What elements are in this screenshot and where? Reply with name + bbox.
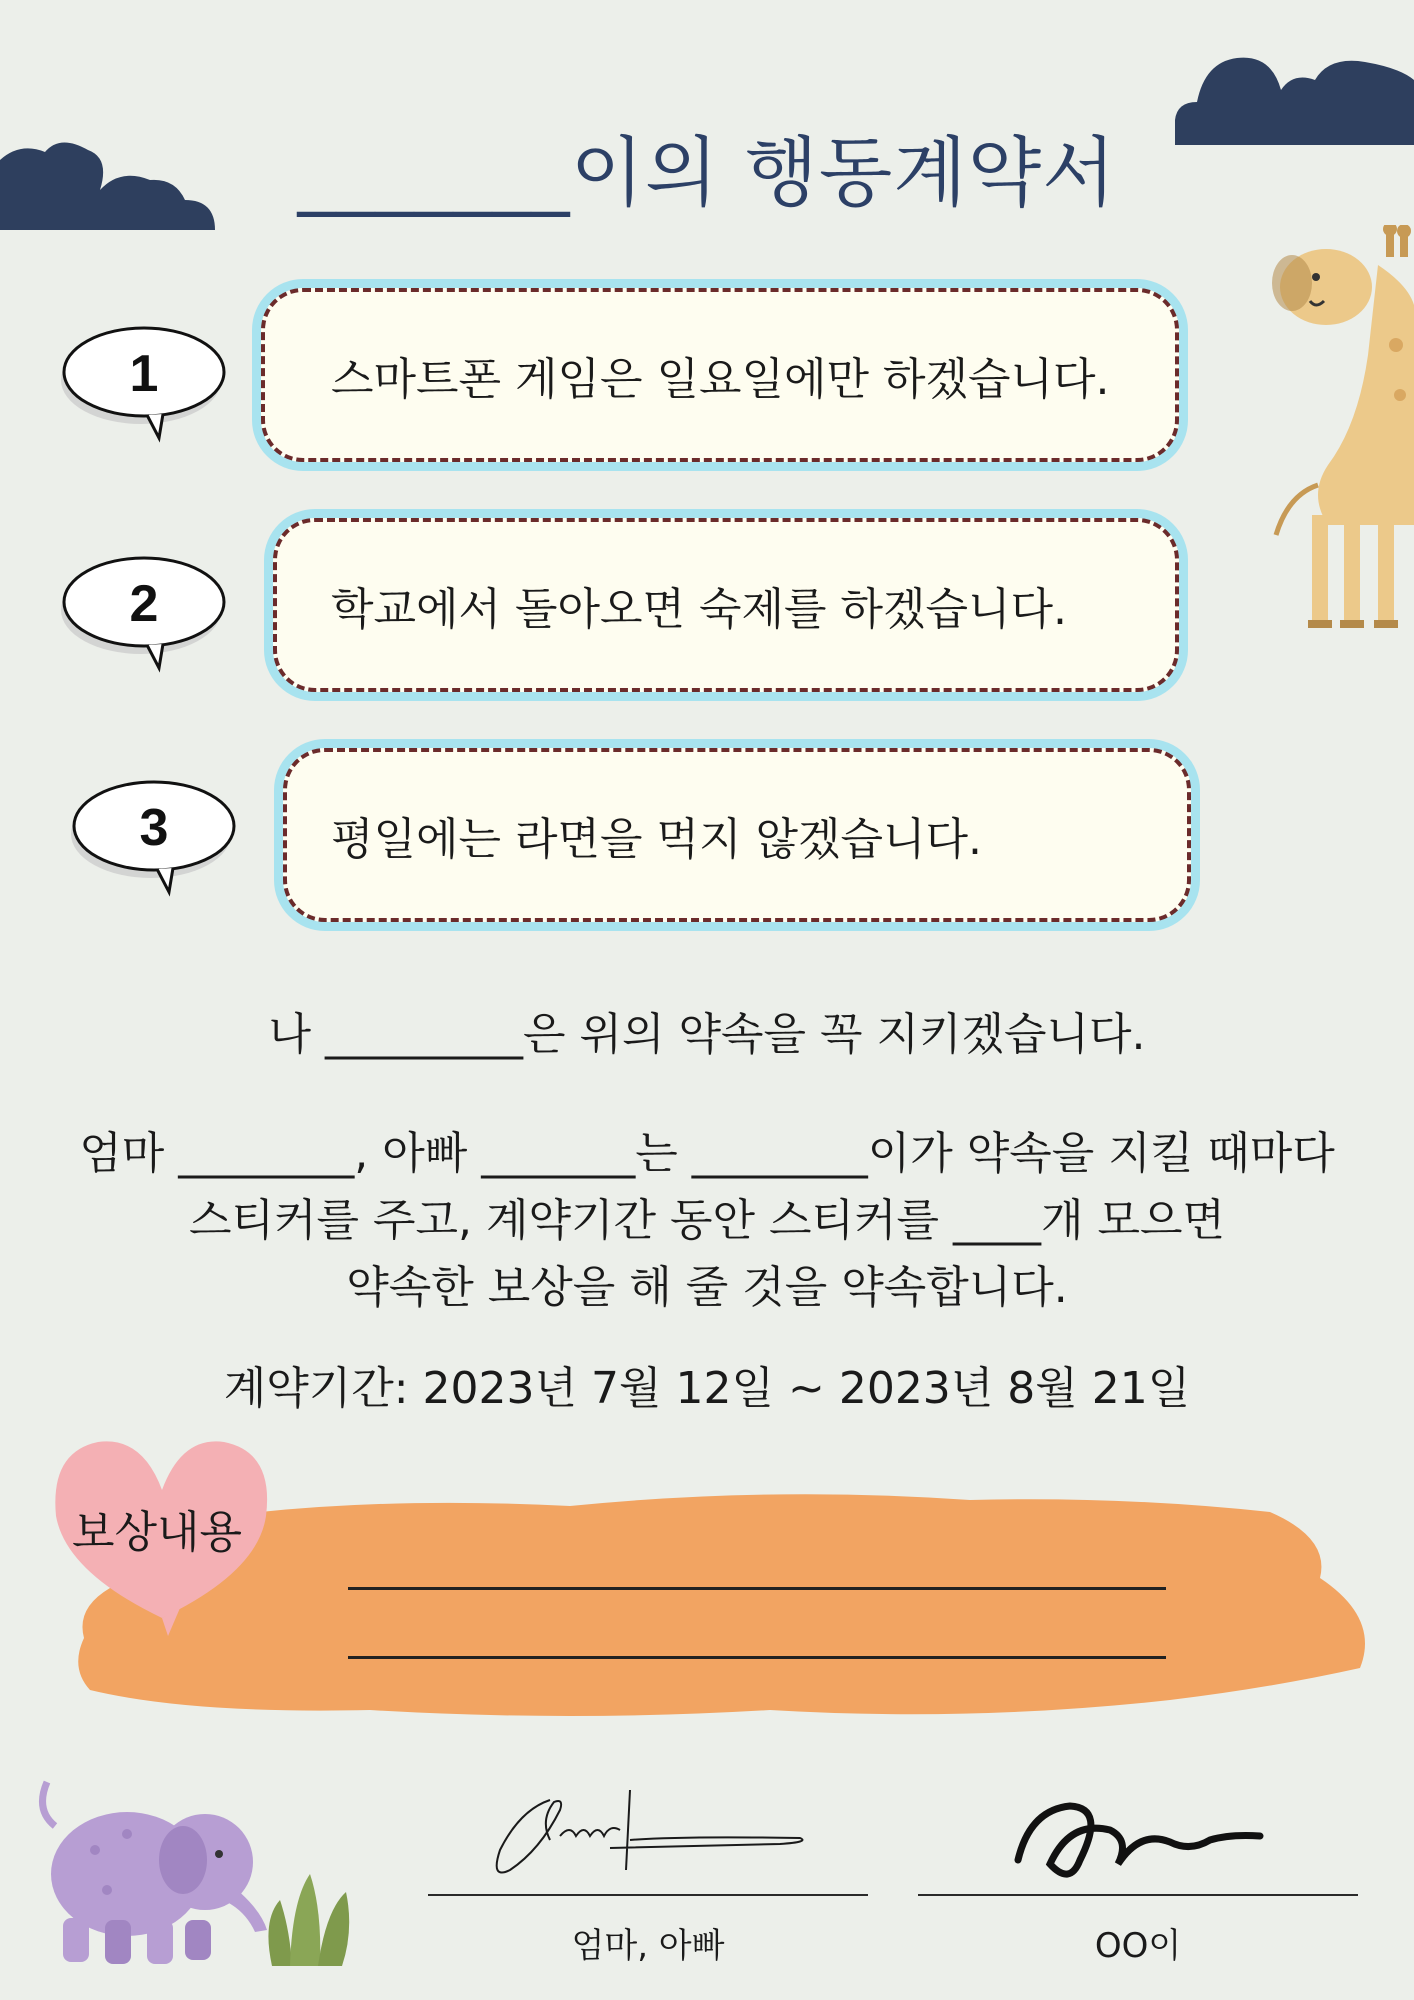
page-title: _______이의 행동계약서 — [297, 128, 1117, 217]
parent-signature-line — [428, 1894, 868, 1896]
reward-blank-line — [348, 1656, 1166, 1659]
reward-blank-line — [348, 1587, 1166, 1590]
parents-promise-line-1: 엄마 ________, 아빠 _______는 ________이가 약속을 지킬 때마다 — [79, 1128, 1335, 1179]
plant-icon — [262, 1870, 357, 1970]
parents-promise-line-2: 스티커를 주고, 계약기간 동안 스티커를 ____개 모으면 — [189, 1195, 1225, 1246]
rule-text: 학교에서 돌아오면 숙제를 하겠습니다. — [331, 584, 1068, 635]
pledge-text: 나 _________은 위의 약속을 꼭 지키겠습니다. — [268, 1009, 1146, 1060]
rule-box — [261, 288, 1179, 462]
child-signature-label: OO이 — [1094, 1926, 1182, 1966]
child-signature — [1010, 1790, 1270, 1890]
rule-number: 2 — [129, 575, 159, 633]
rule-box — [283, 748, 1191, 922]
rule-box — [273, 518, 1179, 692]
parent-signature — [480, 1780, 810, 1890]
contract-period: 계약기간: 2023년 7월 12일 ~ 2023년 8월 21일 — [223, 1363, 1191, 1414]
parent-signature-label: 엄마, 아빠 — [571, 1926, 725, 1966]
parents-promise-line-3: 약속한 보상을 해 줄 것을 약속합니다. — [346, 1262, 1068, 1313]
rule-text: 평일에는 라면을 먹지 않겠습니다. — [331, 814, 982, 865]
rule-number: 3 — [139, 799, 169, 857]
giraffe-icon — [1268, 225, 1414, 630]
rule-text: 스마트폰 게임은 일요일에만 하겠습니다. — [331, 354, 1110, 405]
elephant-icon — [35, 1770, 285, 1970]
reward-label: 보상내용 — [72, 1507, 243, 1558]
rule-number: 1 — [129, 345, 159, 403]
child-signature-line — [918, 1894, 1358, 1896]
